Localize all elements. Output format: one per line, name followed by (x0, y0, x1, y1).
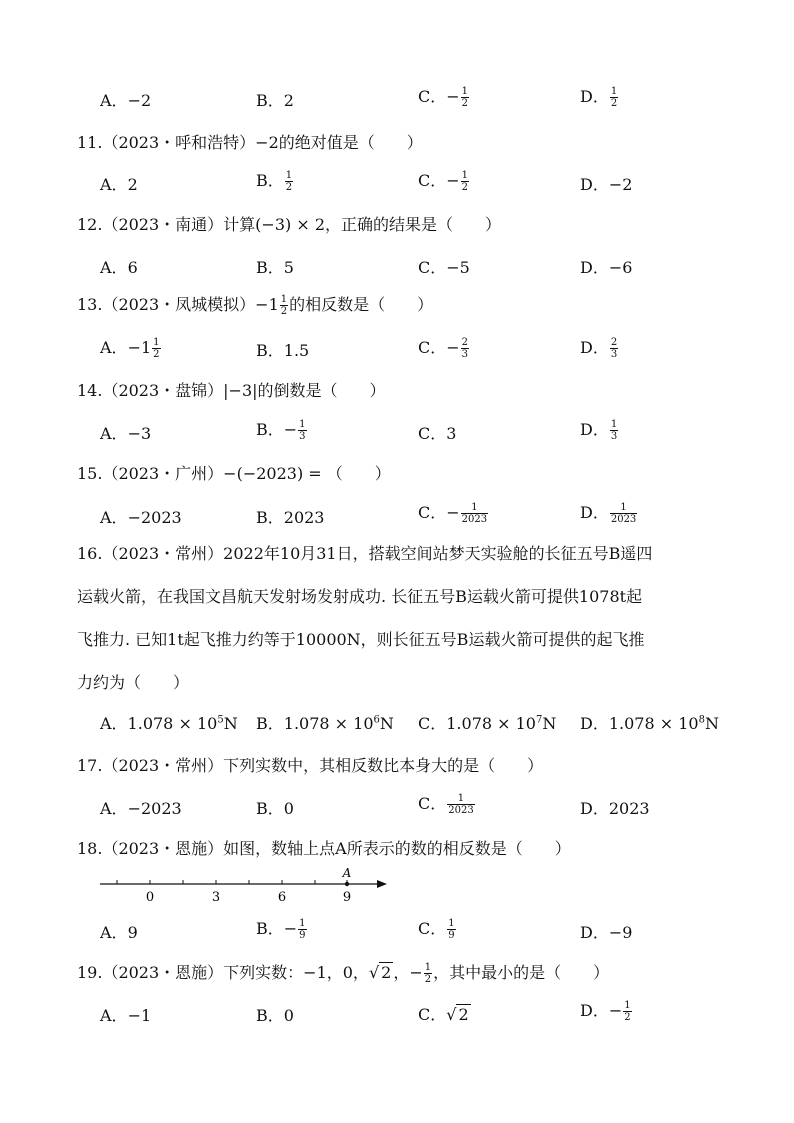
q14-option-a: A．−3 (100, 424, 152, 443)
q18-stem: 18.（2023・恩施）如图，数轴上点A所表示的数的相反数是（ ） (77, 839, 571, 858)
option-fraction: $\frac{1}{2}$ (461, 86, 469, 109)
q15-option-a: A．−2023 (100, 508, 182, 527)
q11-option-d: D．−2 (580, 175, 633, 194)
q19-stem: 19.（2023・恩施）下列实数：−1，0， √ 2 ，− $\frac{1}{2}$ ，其中最小的是（ ） (77, 962, 610, 985)
q15-stem: 15.（2023・广州）−(−2023) = （ ） (77, 464, 391, 483)
point-a-marker (345, 882, 349, 886)
sqrt-symbol: √ 2 (446, 1005, 469, 1024)
q13-stem: 13.（2023・凤城模拟）−1 $\frac{1}{2}$ 的相反数是（ ） (77, 294, 434, 317)
q16-line-2: 运载火箭，在我国文昌航天发射场发射成功. 长征五号B运载火箭可提供1078t起 (77, 587, 643, 606)
q10-option-d (580, 84, 619, 109)
q15-option-d: D． $\frac{1}{2023}$ (580, 502, 637, 525)
q16-stem (77, 540, 727, 697)
q12-option-b: B．5 (256, 258, 294, 277)
q18-option-a: A．9 (100, 923, 138, 942)
q16-option-b: B．$1.078 \times 10^6N$ (256, 714, 394, 733)
q14-option-c: C．3 (418, 424, 457, 443)
number-line-figure (95, 865, 395, 905)
q14-option-d: D． $\frac{1}{3}$ (580, 419, 618, 442)
q16-line-4: 力约为（ ） (77, 673, 190, 692)
q12-option-a: A．6 (100, 258, 138, 277)
q17-option-b: B．0 (256, 799, 294, 818)
q11-option-c: C．− $\frac{1}{2}$ (418, 170, 469, 193)
option-value: 2 (283, 91, 294, 110)
option-fraction: $\frac{1}{2}$ (610, 86, 618, 109)
q15-option-b: B．2023 (256, 508, 325, 527)
option-letter: A． (100, 91, 128, 110)
q10-option-a (100, 88, 151, 111)
q12-option-c: C．−5 (418, 258, 470, 277)
q16-line-3: 飞推力. 已知1t起飞推力约等于10000N，则长征五号B运载火箭可提供的起飞推 (77, 630, 645, 649)
q15-option-c: C．− $\frac{1}{2023}$ (418, 502, 488, 525)
option-letter: D． (580, 87, 609, 106)
q10-option-b (256, 88, 294, 111)
option-letter: C． (418, 87, 447, 106)
axis-arrow-icon (377, 880, 387, 888)
q17-option-a: A．−2023 (100, 799, 182, 818)
q17-stem: 17.（2023・常州）下列实数中，其相反数比本身大的是（ ） (77, 756, 544, 775)
q17-option-d: D．2023 (580, 799, 650, 818)
q18-option-c: C． $\frac{1}{9}$ (418, 918, 455, 941)
option-value: −2 (127, 91, 152, 110)
q18-option-d: D．−9 (580, 923, 633, 942)
q10-option-c (418, 84, 470, 109)
q19-option-a: A．−1 (100, 1006, 152, 1025)
q19-option-d: D．− $\frac{1}{2}$ (580, 1000, 631, 1023)
q13-option-a: A．−1 $\frac{1}{2}$ (100, 337, 160, 360)
option-letter: B． (256, 91, 284, 110)
q17-option-c: C． $\frac{1}{2023}$ (418, 793, 474, 816)
q11-option-b: B． $\frac{1}{2}$ (256, 170, 293, 193)
tick-label-9: 9 (342, 890, 352, 905)
q18-option-b: B．− $\frac{1}{9}$ (256, 918, 306, 941)
q11-stem: 11.（2023・呼和浩特）−2的绝对值是（ ） (77, 133, 423, 152)
q13-option-b: B．1.5 (256, 341, 310, 360)
q19-option-b: B．0 (256, 1006, 294, 1025)
q14-stem: 14.（2023・盘锦）|−3|的倒数是（ ） (77, 381, 386, 400)
tick-label-3: 3 (211, 890, 221, 905)
q16-option-c: C．$1.078 \times 10^7N$ (418, 714, 557, 733)
q19-option-c: C． √ 2 (418, 1005, 469, 1024)
sqrt-symbol: √ 2 (368, 963, 392, 982)
q16-option-a: A．$1.078 \times 10^5N$ (100, 714, 238, 733)
q13-option-c: C．− $\frac{2}{3}$ (418, 337, 469, 360)
q14-option-b: B．− $\frac{1}{3}$ (256, 419, 306, 442)
q12-option-d: D．−6 (580, 258, 633, 277)
q12-stem: 12.（2023・南通）计算(−3) × 2，正确的结果是（ ） (77, 215, 501, 234)
q11-option-a: A．2 (100, 175, 138, 194)
option-sign: − (446, 87, 460, 106)
point-a-label: A (342, 866, 352, 880)
q16-option-d: D．$1.078 \times 10^8N$ (580, 714, 719, 733)
q16-line-1: 16.（2023・常州）2022年10月31日，搭载空间站梦天实验舱的长征五号B遥四 (77, 544, 653, 563)
tick-label-6: 6 (277, 890, 287, 905)
tick-label-0: 0 (145, 890, 155, 905)
q13-option-d: D． $\frac{2}{3}$ (580, 337, 618, 360)
